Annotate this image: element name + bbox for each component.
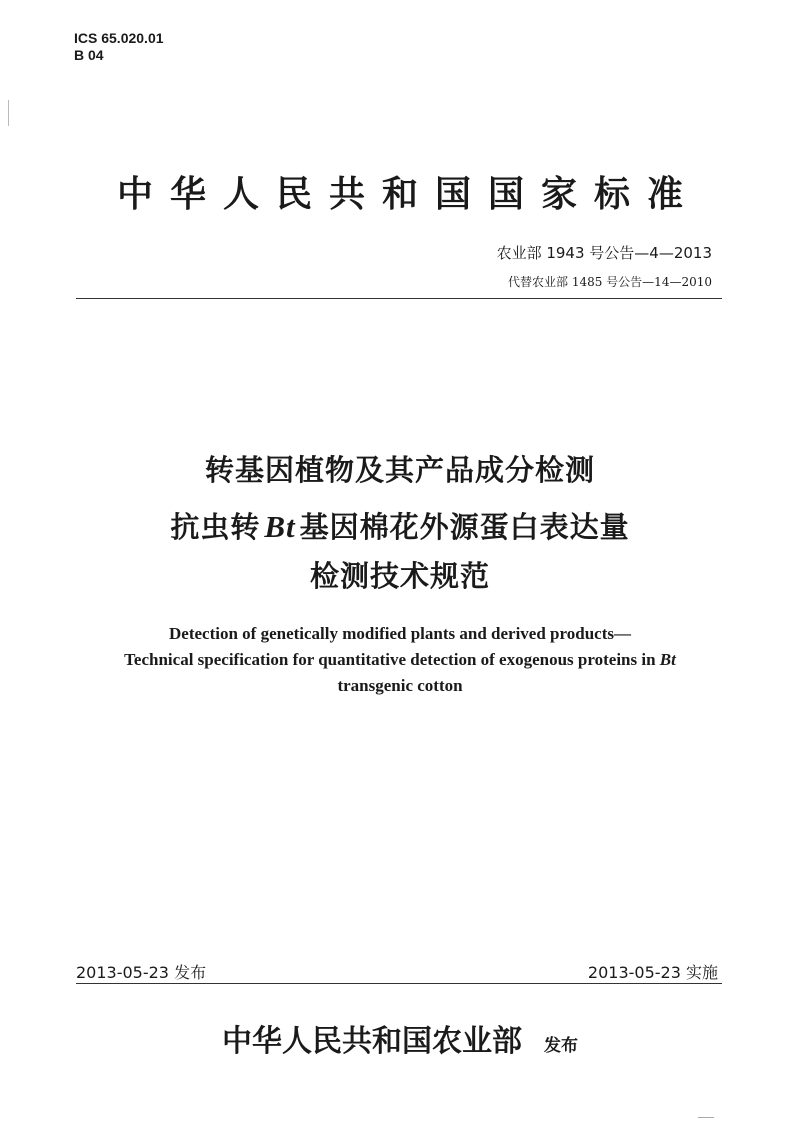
classification-block <box>74 30 164 64</box>
standard-number: 农业部 1943 号公告—4—2013 <box>496 244 712 262</box>
replaced-standard: 代替农业部 1485 号公告—14—2010 <box>508 275 712 289</box>
title-en-line3: transgenic cotton <box>337 676 463 695</box>
footer-divider <box>76 983 722 984</box>
title-cn-line2 <box>0 505 800 546</box>
header-divider <box>76 298 722 299</box>
title-cn-line2-suffix: 基因棉花外源蛋白表达量 <box>299 510 630 544</box>
scan-artifact <box>8 100 9 126</box>
title-cn-bt: Bt <box>264 509 296 544</box>
scan-artifact <box>698 1117 714 1118</box>
standard-type-heading: 中华人民共和国国家标准 <box>116 173 700 215</box>
issuer-line <box>0 1016 800 1060</box>
implement-date: 2013-05-23 实施 <box>587 963 718 982</box>
publish-date: 2013-05-23 发布 <box>76 963 207 982</box>
title-en-bt: Bt <box>659 650 676 669</box>
issuer-action: 发布 <box>544 1036 578 1056</box>
title-en-line1: Detection of genetically modified plants and derived products— <box>169 624 631 643</box>
title-cn-line2-prefix: 抗虫转 <box>170 510 261 544</box>
title-cn-line3: 检测技术规范 <box>309 559 490 593</box>
issuer-name: 中华人民共和国农业部 <box>222 1024 522 1059</box>
title-en-line2 <box>0 650 800 670</box>
title-cn-line1: 转基因植物及其产品成分检测 <box>204 453 595 487</box>
category-code: B 04 <box>74 47 104 63</box>
ics-code: ICS 65.020.01 <box>74 30 164 46</box>
title-en-line2-prefix: Technical specification for quantitative detection of exogenous proteins in <box>124 650 660 669</box>
